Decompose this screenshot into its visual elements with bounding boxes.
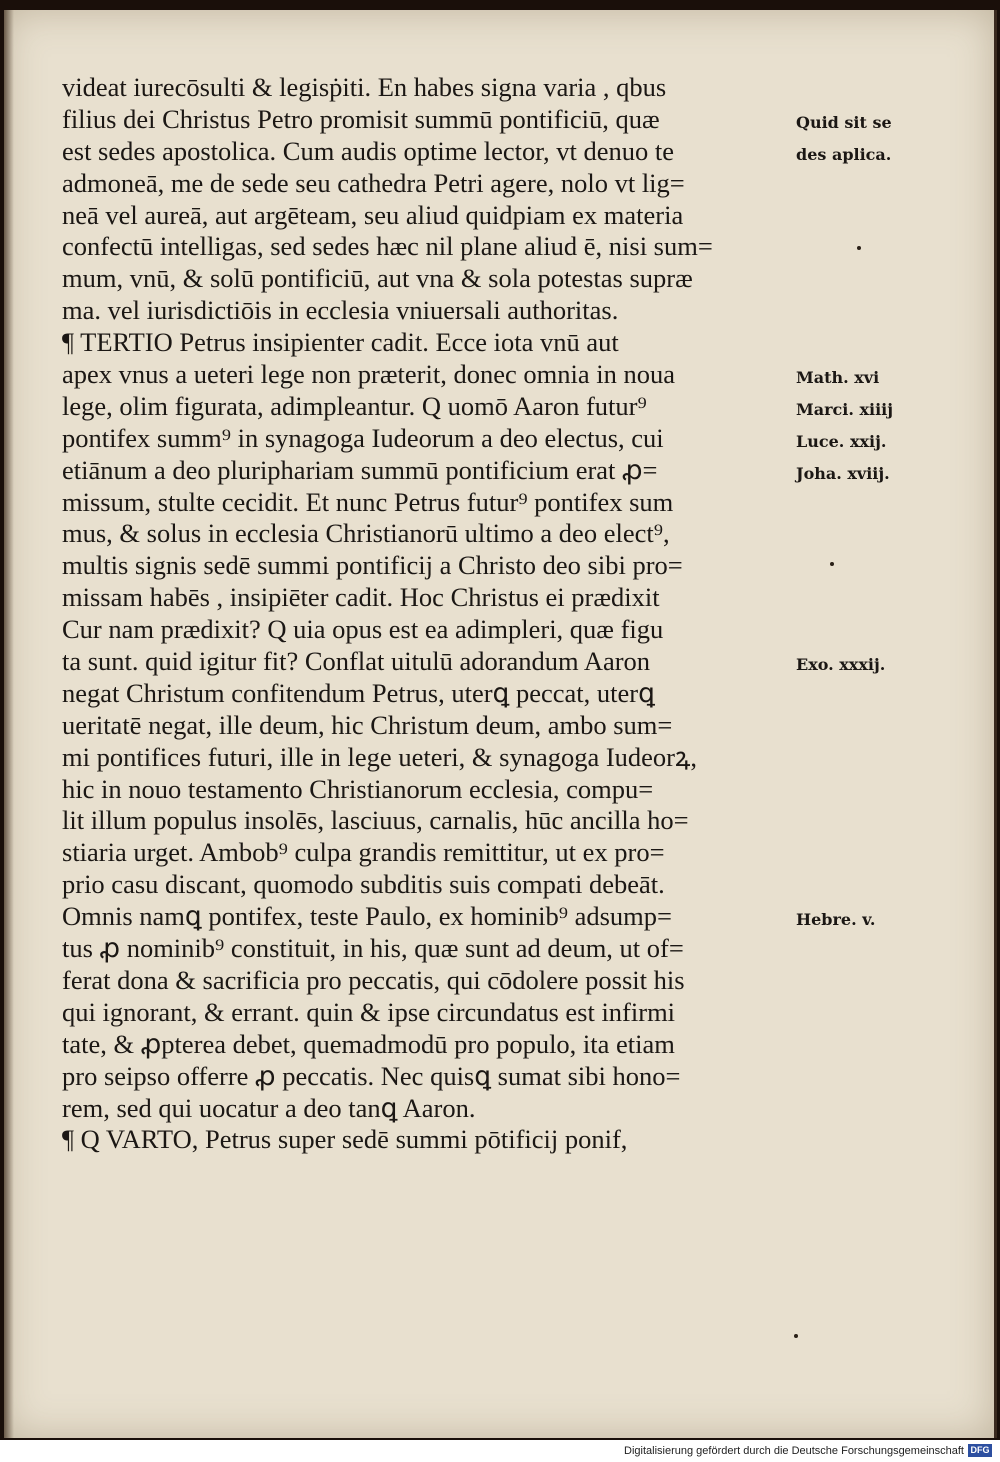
text-line: neā vel aureā, aut argēteam, seu aliud quidpiam ex materia: [62, 199, 684, 230]
margin-note: Quid sit se: [796, 112, 892, 132]
ink-speck: [794, 1334, 798, 1338]
text-line: Cur nam prædixit? Q uia opus est ea adimpleri, quæ figu: [62, 614, 664, 645]
text-line: tus ꝓ nominib⁹ constituit, in his, quæ sunt ad deum, ut of=: [62, 933, 684, 964]
text-line: missam habēs , insipiēter cadit. Hoc Christus ei prædixit: [62, 582, 660, 613]
margin-note: Luce. xxij.: [796, 431, 887, 451]
text-line: ¶ Q VARTO, Petrus super sedē summi pōtificij ponif,: [62, 1124, 628, 1155]
text-line: ma. vel iurisdictiōis in ecclesia vniuersali authoritas.: [62, 295, 619, 326]
text-line: est sedes apostolica. Cum audis optime lector, vt denuo te: [62, 135, 674, 166]
text-line: videat iurecōsulti & legisṗiti. En habes signa varia , qbus: [62, 72, 667, 102]
margin-note: Joha. xviij.: [796, 463, 890, 483]
text-line: multis signis sedē summi pontificij a Christo deo sibi pro=: [62, 550, 683, 581]
margin-note: Marci. xiiij: [796, 400, 894, 419]
text-line: stiaria urget. Ambob⁹ culpa grandis remittitur, ut ex pro=: [62, 837, 665, 868]
text-line: filius dei Christus Petro promisit summū pontificiū, quæ: [62, 103, 660, 134]
text-line: etiānum a deo pluriphariam summū pontificium erat ꝓ=: [62, 454, 658, 485]
text-line: ¶ TERTIO Petrus insipienter cadit. Ecce iota vnū aut: [62, 327, 619, 358]
text-line: qui ignorant, & errant. quin & ipse circundatus est infirmi: [62, 996, 676, 1027]
ink-speck: [830, 562, 834, 566]
margin-note: Hebre. v.: [796, 910, 876, 930]
footer-credit: Digitalisierung gefördert durch die Deutsche Forschungsgemeinschaft: [624, 1445, 964, 1457]
text-line: tate, & ꝓpterea debet, quemadmodū pro populo, ita etiam: [62, 1028, 675, 1059]
margin-note: Exo. xxxij.: [796, 655, 886, 675]
body-text-block: [62, 72, 802, 1156]
text-line: ferat dona & sacrificia pro peccatis, qui cōdolere possit his: [62, 964, 685, 995]
text-line: lit illum populus insolēs, lasciuus, carnalis, hūc ancilla ho=: [62, 805, 689, 836]
margin-note: Math. xvi: [796, 368, 880, 388]
text-line: mum, vnū, & solū pontificiū, aut vna & sola potestas supræ: [62, 263, 693, 294]
text-line: lege, olim figurata, adimpleantur. Q uomō Aaron futur⁹: [62, 390, 647, 421]
text-line: missum, stulte cecidit. Et nunc Petrus futur⁹ pontifex sum: [62, 486, 674, 517]
text-line: Omnis namꝗ pontifex, teste Paulo, ex hominib⁹ adsump=: [62, 901, 672, 932]
page-gutter-shadow: [4, 10, 14, 1438]
text-line: mus, & solus in ecclesia Christianorū ultimo a deo elect⁹,: [62, 518, 670, 549]
text-line: ta sunt. quid igitur fit? Conflat uitulū adorandum Aaron: [62, 646, 651, 677]
text-line: hic in nouo testamento Christianorum ecclesia, compu=: [62, 773, 654, 804]
text-line: pontifex summ⁹ in synagoga Iudeorum a deo electus, cui: [62, 422, 664, 453]
text-line: mi pontifices futuri, ille in lege ueteri, & synagoga Iudeorꝝ,: [62, 741, 697, 772]
margin-note: des aplica.: [796, 144, 892, 164]
text-line: confectū intelligas, sed sedes hæc nil plane aliud ē, nisi sum=: [62, 231, 713, 262]
text-line: negat Christum confitendum Petrus, uterꝗ peccat, uterꝗ: [62, 677, 655, 708]
text-line: rem, sed qui uocatur a deo tanꝗ Aaron.: [62, 1092, 476, 1123]
dfg-logo: DFG: [968, 1444, 992, 1457]
ink-speck: [857, 246, 861, 250]
footer-bar: [0, 1440, 1000, 1462]
text-line: prio casu discant, quomodo subditis suis compati debeāt.: [62, 869, 665, 900]
text-line: ueritatē negat, ille deum, hic Christum deum, ambo sum=: [62, 709, 673, 740]
text-line: apex vnus a ueteri lege non præterit, donec omnia in noua: [62, 359, 675, 390]
text-line: admoneā, me de sede seu cathedra Petri agere, nolo vt lig=: [62, 167, 685, 198]
text-line: pro seipso offerre ꝓ peccatis. Nec quisꝗ sumat sibi hono=: [62, 1060, 681, 1091]
